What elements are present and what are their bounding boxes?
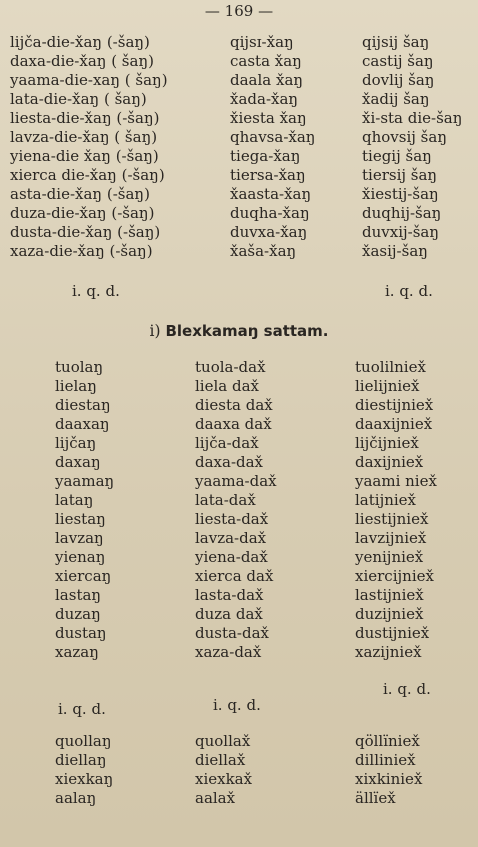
cell: tiersij šaŋ [362,166,438,184]
cell: lielaŋ [55,377,97,395]
cell: xiexkax̌ [195,770,253,788]
cell: lastijniex̌ [355,586,424,604]
cell: xiercaŋ [55,567,112,585]
cell: duvxij-šaŋ [362,223,440,241]
cell: lijčaŋ [55,434,97,452]
table-row [0,128,478,147]
cell: liesta-die-x̌aŋ (-šaŋ) [10,109,160,127]
cell: xierca die-x̌aŋ (-šaŋ) [10,166,165,184]
cell: x̌iesta x̌aŋ [230,109,307,127]
cell: daala x̌aŋ [230,71,304,89]
cell: xazijniex̌ [355,643,422,661]
cell: tiersa-x̌aŋ [230,166,306,184]
cell: daxijniex̌ [355,453,424,471]
table-row [0,147,478,166]
cell: qijsɪ-x̌aŋ [230,33,294,51]
cell: diestijniex̌ [355,396,434,414]
cell: x̌adij šaŋ [362,90,430,108]
cell: lielijniex̌ [355,377,420,395]
table-row [0,109,478,128]
cell: castij šaŋ [362,52,434,70]
cell: x̌asij-šaŋ [362,242,428,260]
cell: tuola-dax̌ [195,358,266,376]
cell: duvxa-x̌aŋ [230,223,308,241]
cell: duza dax̌ [195,605,263,623]
cell: lijča-die-x̌aŋ (-šaŋ) [10,33,150,51]
table-row [0,185,478,204]
cell: dustaŋ [55,624,107,642]
cell: x̌aasta-x̌aŋ [230,185,312,203]
cell: lata-dax̌ [195,491,256,509]
page-number: — 169 — [204,2,274,20]
cell: duqha-x̌aŋ [230,204,310,222]
cell: yaama-die-xaŋ ( šaŋ) [10,71,168,89]
cell: diellax̌ [195,751,246,769]
cell: daaxaŋ [55,415,110,433]
cell: xiercijniex̌ [355,567,434,585]
cell: lastaŋ [55,586,102,604]
top-word-table [0,33,478,261]
cell: lavza-dax̌ [195,529,267,547]
cell: aalax̌ [195,789,236,807]
cell: yaami niex̌ [355,472,437,490]
cell: lavzaŋ [55,529,104,547]
cell: liesta-dax̌ [195,510,269,528]
cell: daxa-dax̌ [195,453,264,471]
cell: quollax̌ [195,732,251,750]
cell: lavza-die-x̌aŋ ( šaŋ) [10,128,158,146]
cell: xixkiniex̌ [355,770,423,788]
cell: yaama-dax̌ [195,472,277,490]
cell: daaxijniex̌ [355,415,433,433]
cell: xazaŋ [55,643,99,661]
cell: casta x̌aŋ [230,52,302,70]
cell: lavzijniex̌ [355,529,427,547]
cell: liestijniex̌ [355,510,429,528]
cell: yenijniex̌ [355,548,424,566]
cell: lijča-dax̌ [195,434,259,452]
cell: xiexkaŋ [55,770,114,788]
table-row [0,204,478,223]
cell: lasta-dax̌ [195,586,264,604]
cell: x̌iestij-šaŋ [362,185,439,203]
cell: liestaŋ [55,510,106,528]
table-row [0,434,478,453]
final-word-table [0,732,478,808]
cell: dusta-die-x̌aŋ (-šaŋ) [10,223,161,241]
cell: tiega-x̌aŋ [230,147,301,165]
table-row [0,396,478,415]
table-row [0,90,478,109]
table-row [0,415,478,434]
cell: lataŋ [55,491,94,509]
cell: xierca dax̌ [195,567,274,585]
cell: xaza-die-x̌aŋ (-šaŋ) [10,242,153,260]
cell: dilliniex̌ [355,751,416,769]
table-row [0,71,478,90]
table-row [0,605,478,624]
table-row [0,732,478,751]
cell: x̌ada-x̌aŋ [230,90,299,108]
table-row [0,472,478,491]
table-row [0,33,478,52]
cell: duzijniex̌ [355,605,424,623]
cell: ällïex̌ [355,789,396,807]
section-prefix: i) [149,322,161,340]
cell: lata-die-x̌aŋ ( šaŋ) [10,90,147,108]
cell: xaza-dax̌ [195,643,262,661]
cell: yiena-dax̌ [195,548,268,566]
cell: yiena-die x̌aŋ (-šaŋ) [10,147,159,165]
bottom-word-table [0,358,478,662]
cell: yienaŋ [55,548,106,566]
cell: asta-die-x̌aŋ (-šaŋ) [10,185,150,203]
iqd-note: i. q. d. [213,696,261,714]
table-row [0,166,478,185]
cell: duza-die-x̌aŋ (-šaŋ) [10,204,155,222]
cell: daxaŋ [55,453,101,471]
cell: tuolaŋ [55,358,104,376]
cell: latijniex̌ [355,491,417,509]
cell: duqhij-šaŋ [362,204,442,222]
table-row [0,624,478,643]
iqd-note: i. q. d. [383,680,431,698]
cell: qhovsij šaŋ [362,128,447,146]
cell: qhavsa-x̌aŋ [230,128,316,146]
cell: daxa-die-x̌aŋ ( šaŋ) [10,52,154,70]
cell: dovlij šaŋ [362,71,435,89]
cell: tuolilniex̌ [355,358,426,376]
cell: duzaŋ [55,605,101,623]
table-row [0,770,478,789]
table-row [0,567,478,586]
cell: lijčijniex̌ [355,434,419,452]
cell: qöllïniex̌ [355,732,420,750]
table-row [0,510,478,529]
iqd-note: i. q. d. [58,700,106,718]
cell: x̌i-sta die-šaŋ [362,109,463,127]
cell: diestaŋ [55,396,111,414]
table-row [0,548,478,567]
table-row [0,586,478,605]
table-row [0,223,478,242]
cell: yaamaŋ [55,472,115,490]
cell: dustijniex̌ [355,624,430,642]
cell: x̌aša-x̌aŋ [230,242,297,260]
table-row [0,491,478,510]
cell: daaxa dax̌ [195,415,272,433]
cell: diesta dax̌ [195,396,273,414]
cell: liela dax̌ [195,377,259,395]
section-title: Blexkamaŋ sattam. [165,322,329,340]
cell: aalaŋ [55,789,97,807]
section-heading [0,322,478,340]
cell: dusta-dax̌ [195,624,270,642]
table-row [0,751,478,770]
iqd-note: i. q. d. [385,282,433,300]
table-row [0,242,478,261]
table-row [0,377,478,396]
table-row [0,358,478,377]
iqd-note: i. q. d. [72,282,120,300]
table-row [0,789,478,808]
table-row [0,643,478,662]
cell: qijsij šaŋ [362,33,430,51]
cell: quollaŋ [55,732,112,750]
table-row [0,52,478,71]
cell: diellaŋ [55,751,107,769]
cell: tiegij šaŋ [362,147,432,165]
table-row [0,453,478,472]
table-row [0,529,478,548]
